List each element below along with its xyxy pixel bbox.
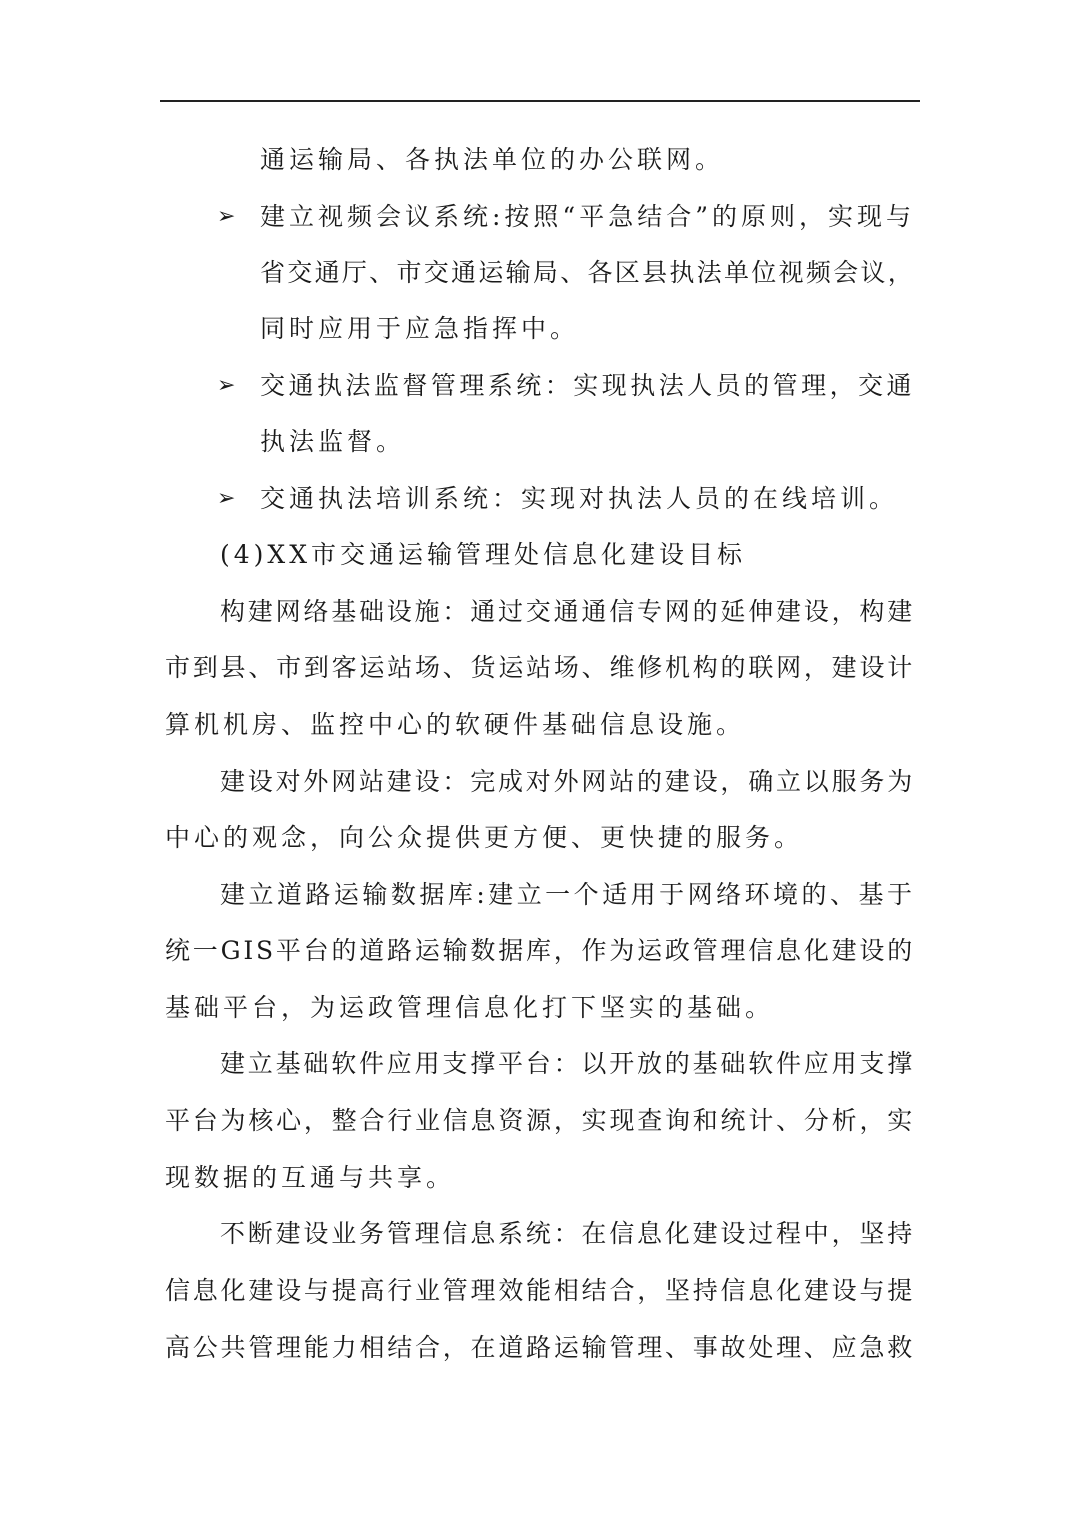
bullet-1-line-3: 同时应用于应急指挥中。: [260, 314, 580, 343]
bullet-arrow-icon: ➢: [217, 486, 236, 511]
section-heading: (4)XX市交通运输管理处信息化建设目标: [220, 540, 747, 569]
bullet-1-line-2: 省交通厅、市交通运输局、各区县执法单位视频会议，: [260, 258, 916, 287]
bullet-2-line-1: 交通执法监督管理系统：实现执法人员的管理，交通: [260, 371, 916, 400]
paragraph-3-line-2: 统一GIS平台的道路运输数据库，作为运政管理信息化建设的: [165, 936, 915, 965]
paragraph-4-line-2: 平台为核心，整合行业信息资源，实现查询和统计、分析，实: [165, 1106, 916, 1135]
paragraph-1-line-2: 市到县、市到客运站场、货运站场、维修机构的联网，建设计: [165, 653, 916, 682]
paragraph-2-line-2: 中心的观念，向公众提供更方便、更快捷的服务。: [165, 823, 804, 852]
paragraph-5-line-1: 不断建设业务管理信息系统：在信息化建设过程中，坚持: [220, 1219, 916, 1248]
bullet-arrow-icon: ➢: [217, 373, 236, 398]
paragraph-4-line-3: 现数据的互通与共享。: [165, 1163, 456, 1192]
continued-line: 通运输局、各执法单位的办公联网。: [260, 145, 725, 174]
bullet-2-line-2: 执法监督。: [260, 427, 406, 456]
paragraph-3-line-3: 基础平台，为运政管理信息化打下坚实的基础。: [165, 993, 775, 1022]
paragraph-2-line-1: 建设对外网站建设：完成对外网站的建设，确立以服务为: [220, 767, 916, 796]
paragraph-1-line-3: 算机机房、监控中心的软硬件基础信息设施。: [165, 710, 746, 739]
bullet-arrow-icon: ➢: [217, 204, 236, 229]
header-rule: [160, 100, 920, 102]
paragraph-4-line-1: 建立基础软件应用支撑平台：以开放的基础软件应用支撑: [220, 1049, 916, 1078]
bullet-3-line-1: 交通执法培训系统：实现对执法人员的在线培训。: [260, 484, 899, 513]
bullet-1-line-1: 建立视频会议系统:按照“平急结合”的原则，实现与: [260, 202, 915, 231]
paragraph-5-line-2: 信息化建设与提高行业管理效能相结合，坚持信息化建设与提: [165, 1276, 916, 1305]
paragraph-5-line-3: 高公共管理能力相结合，在道路运输管理、事故处理、应急救: [165, 1333, 916, 1362]
paragraph-3-line-1: 建立道路运输数据库:建立一个适用于网络环境的、基于: [220, 880, 916, 909]
paragraph-1-line-1: 构建网络基础设施：通过交通通信专网的延伸建设，构建: [220, 597, 916, 626]
